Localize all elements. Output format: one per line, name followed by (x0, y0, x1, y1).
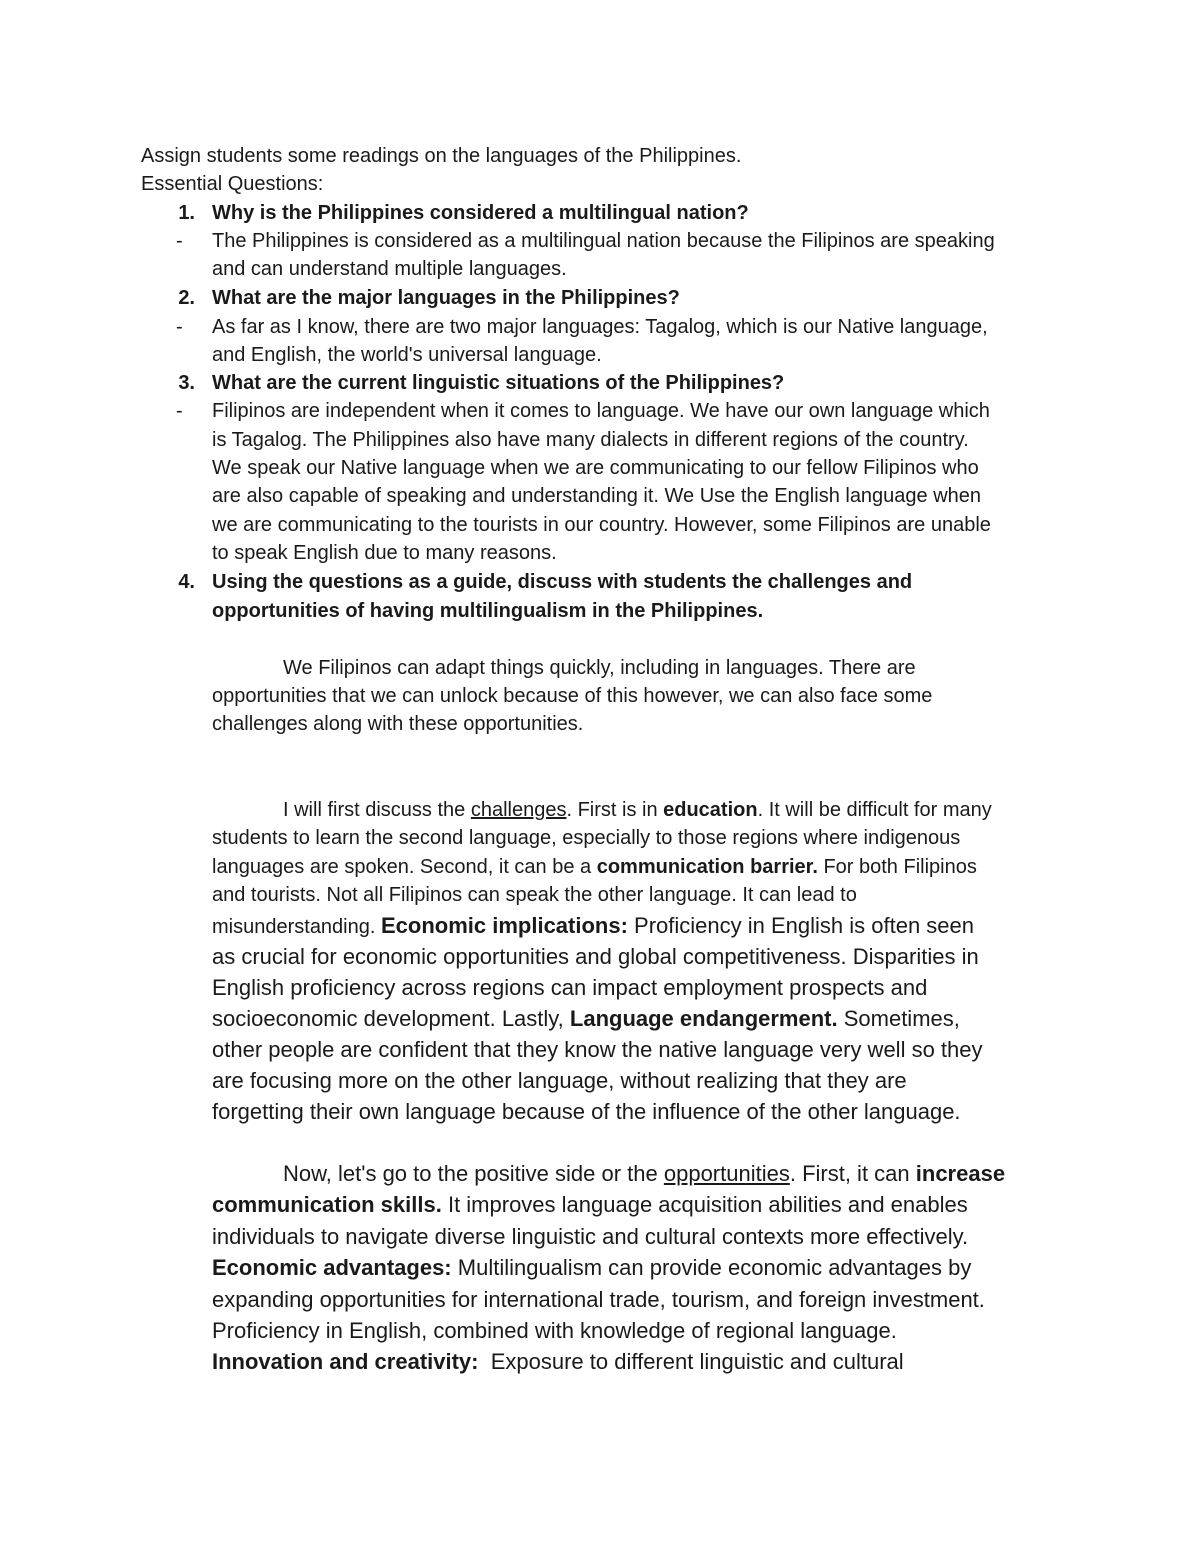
answer-3-line: we are communicating to the tourists in our country. However, some Filipinos are unable (212, 514, 991, 536)
intro-text: Assign students some readings on the languages of the Philippines. (141, 145, 742, 167)
answer-1-line: and can understand multiple languages. (212, 258, 567, 280)
question-4-line: opportunities of having multilingualism in the Philippines. (212, 600, 764, 622)
paragraph-2-line: misunderstanding. Economic implications: Proficiency in English is often seen (212, 913, 974, 938)
answer-dash: - (176, 230, 183, 252)
paragraph-2-line: and tourists. Not all Filipinos can speak the other language. It can lead to (212, 884, 857, 906)
question-number: 4. (178, 571, 195, 593)
question-3: What are the current linguistic situations of the Philippines? (212, 372, 785, 394)
answer-dash: - (176, 400, 183, 422)
question-4-line: Using the questions as a guide, discuss with students the challenges and (212, 571, 913, 593)
question-number: 1. (178, 202, 195, 224)
question-number: 2. (178, 287, 195, 309)
paragraph-2-line: socioeconomic development. Lastly, Language endangerment. Sometimes, (212, 1006, 960, 1031)
answer-3-line: We speak our Native language when we are communicating to our fellow Filipinos who (212, 457, 979, 479)
paragraph-3-line: individuals to navigate diverse linguistic and cultural contexts more effectively. (212, 1224, 969, 1249)
paragraph-2-line: English proficiency across regions can impact employment prospects and (212, 975, 928, 1000)
paragraph-2-line: are focusing more on the other language, without realizing that they are (212, 1068, 907, 1093)
paragraph-3-line: Innovation and creativity: Exposure to different linguistic and cultural (212, 1349, 904, 1374)
opportunity-economic-advantages: Economic advantages: (212, 1255, 452, 1280)
paragraph-3-line: Proficiency in English, combined with knowledge of regional language. (212, 1318, 897, 1343)
paragraph-2-line: forgetting their own language because of the influence of the other language. (212, 1099, 961, 1124)
answer-1-line: The Philippines is considered as a multilingual nation because the Filipinos are speaking (212, 230, 995, 252)
answer-dash: - (176, 316, 183, 338)
paragraph-2-line: as crucial for economic opportunities and global competitiveness. Disparities in (212, 944, 979, 969)
answer-3-line: is Tagalog. The Philippines also have many dialects in different regions of the country. (212, 429, 969, 451)
question-2: What are the major languages in the Philippines? (212, 287, 680, 309)
challenge-language-endangerment: Language endangerment. (569, 1006, 838, 1031)
opportunity-innovation-creativity: Innovation and creativity: (212, 1349, 479, 1374)
answer-3-line: Filipinos are independent when it comes to language. We have our own language which (212, 400, 990, 422)
essential-questions-label: Essential Questions: (141, 173, 324, 195)
paragraph-2-line: other people are confident that they know the native language very well so they (212, 1037, 983, 1062)
paragraph-1-line: opportunities that we can unlock because of this however, we can also face some (212, 685, 933, 707)
opportunities-heading: opportunities (663, 1161, 790, 1186)
challenge-economic-implications: Economic implications: (380, 913, 628, 938)
paragraph-3-line: Now, let's go to the positive side or the opportunities. First, it can increase (283, 1161, 1006, 1186)
paragraph-2-line: languages are spoken. Second, it can be a communication barrier. For both Filipinos (212, 856, 977, 878)
paragraph-1-line: We Filipinos can adapt things quickly, including in languages. There are (283, 657, 916, 679)
paragraph-2-line: students to learn the second language, especially to those regions where indigenous (212, 827, 961, 849)
paragraph-3-line: expanding opportunities for international trade, tourism, and foreign investment. (212, 1287, 985, 1312)
challenge-communication-barrier: communication barrier. (596, 856, 818, 878)
challenges-heading: challenges (470, 799, 567, 821)
answer-3-line: to speak English due to many reasons. (212, 542, 557, 564)
question-number: 3. (178, 372, 195, 394)
answer-2-line: As far as I know, there are two major languages: Tagalog, which is our Native language, (212, 316, 988, 338)
challenge-education: education (663, 799, 758, 821)
question-1: Why is the Philippines considered a multilingual nation? (212, 202, 749, 224)
paragraph-3-line: communication skills. It improves language acquisition abilities and enables (212, 1192, 968, 1217)
paragraph-2-line: I will first discuss the challenges. First is in education. It will be difficult for many (283, 799, 992, 821)
paragraph-3-line: Economic advantages: Multilingualism can provide economic advantages by (212, 1255, 972, 1280)
paragraph-1-line: challenges along with these opportunities. (212, 713, 584, 735)
answer-3-line: are also capable of speaking and understanding it. We Use the English language when (212, 485, 982, 507)
opportunity-communication-skills: communication skills. (212, 1192, 442, 1217)
answer-2-line: and English, the world's universal language. (212, 344, 602, 366)
